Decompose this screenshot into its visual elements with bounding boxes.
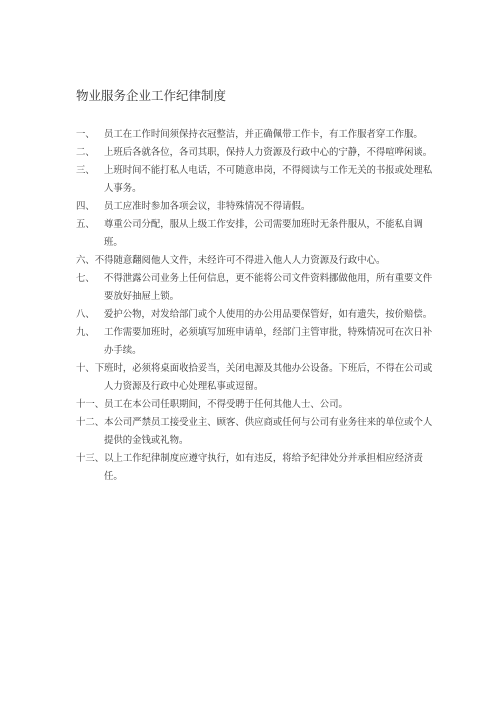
rule-number: 一、	[76, 129, 95, 140]
rule-number: 四、	[76, 201, 95, 212]
rule-item-12	[76, 414, 436, 450]
rule-item-2	[76, 144, 436, 162]
rule-text: 工作需要加班时，必须填写加班申请单，经部门主管审批，特殊情况可在次日补办手续。	[104, 327, 433, 356]
rules-list	[76, 126, 436, 486]
rule-text: 上班后各就各位，各司其职，保持人力资源及行政中心的宁静，不得喧哗闲谈。	[104, 147, 433, 158]
rule-item-3	[76, 162, 436, 198]
rule-number: 十、	[76, 363, 95, 374]
rule-number: 九、	[76, 327, 95, 338]
rule-number: 十一、	[76, 399, 105, 410]
rule-number: 八、	[76, 309, 95, 320]
rule-text: 以上工作纪律制度应遵守执行，如有违反，将给予纪律处分并承担相应经济责任。	[104, 453, 423, 482]
rule-number: 十二、	[76, 417, 105, 428]
rule-item-5	[76, 216, 436, 252]
rule-text: 尊重公司分配，服从上级工作安排，公司需要加班时无条件服从，不能私自调班。	[104, 219, 423, 248]
rule-text: 本公司严禁员工接受业主、顾客、供应商或任何与公司有业务往来的单位或个人提供的金钱或礼物。	[104, 417, 433, 446]
rule-text: 员工在本公司任职期间，不得受聘于任何其他人士、公司。	[104, 399, 348, 410]
rule-item-11	[76, 396, 436, 414]
document-title: 物业服务企业工作纪律制度	[76, 88, 227, 103]
rule-number: 三、	[76, 165, 95, 176]
rule-number: 六、	[76, 255, 95, 266]
rule-text: 上班时间不能打私人电话，不可随意串岗，不得阅读与工作无关的书报或处理私人事务。	[104, 165, 433, 194]
rule-number: 五、	[76, 219, 95, 230]
rule-item-9	[76, 324, 436, 360]
rule-item-1	[76, 126, 436, 144]
rule-item-4	[76, 198, 436, 216]
rule-item-13	[76, 450, 436, 486]
rule-number: 七、	[76, 273, 95, 284]
rule-text: 不得泄露公司业务上任何信息，更不能将公司文件资料挪做他用，所有重要文件要放好抽屉上锁。	[104, 273, 433, 302]
rule-number: 二、	[76, 147, 95, 158]
rule-item-8	[76, 306, 436, 324]
rule-text: 下班时，必须将桌面收拾妥当，关闭电源及其他办公设备。下班后，不得在公司或人力资源及行政中心处理私事或逗留。	[94, 363, 433, 392]
rule-text: 爱护公物，对发给部门或个人使用的办公用品要保管好，如有遗失，按价赔偿。	[104, 309, 433, 320]
rule-item-10	[76, 360, 436, 396]
rule-item-7	[76, 270, 436, 306]
rule-number: 十三、	[76, 453, 105, 464]
rule-text: 员工应准时参加各项会议，非特殊情况不得请假。	[104, 201, 311, 212]
rule-text: 不得随意翻阅他人文件，未经许可不得进入他人人力资源及行政中心。	[94, 255, 386, 266]
rule-text: 员工在工作时间须保持衣冠整洁，并正确佩带工作卡，有工作服者穿工作服。	[104, 129, 423, 140]
rule-item-6	[76, 252, 436, 270]
